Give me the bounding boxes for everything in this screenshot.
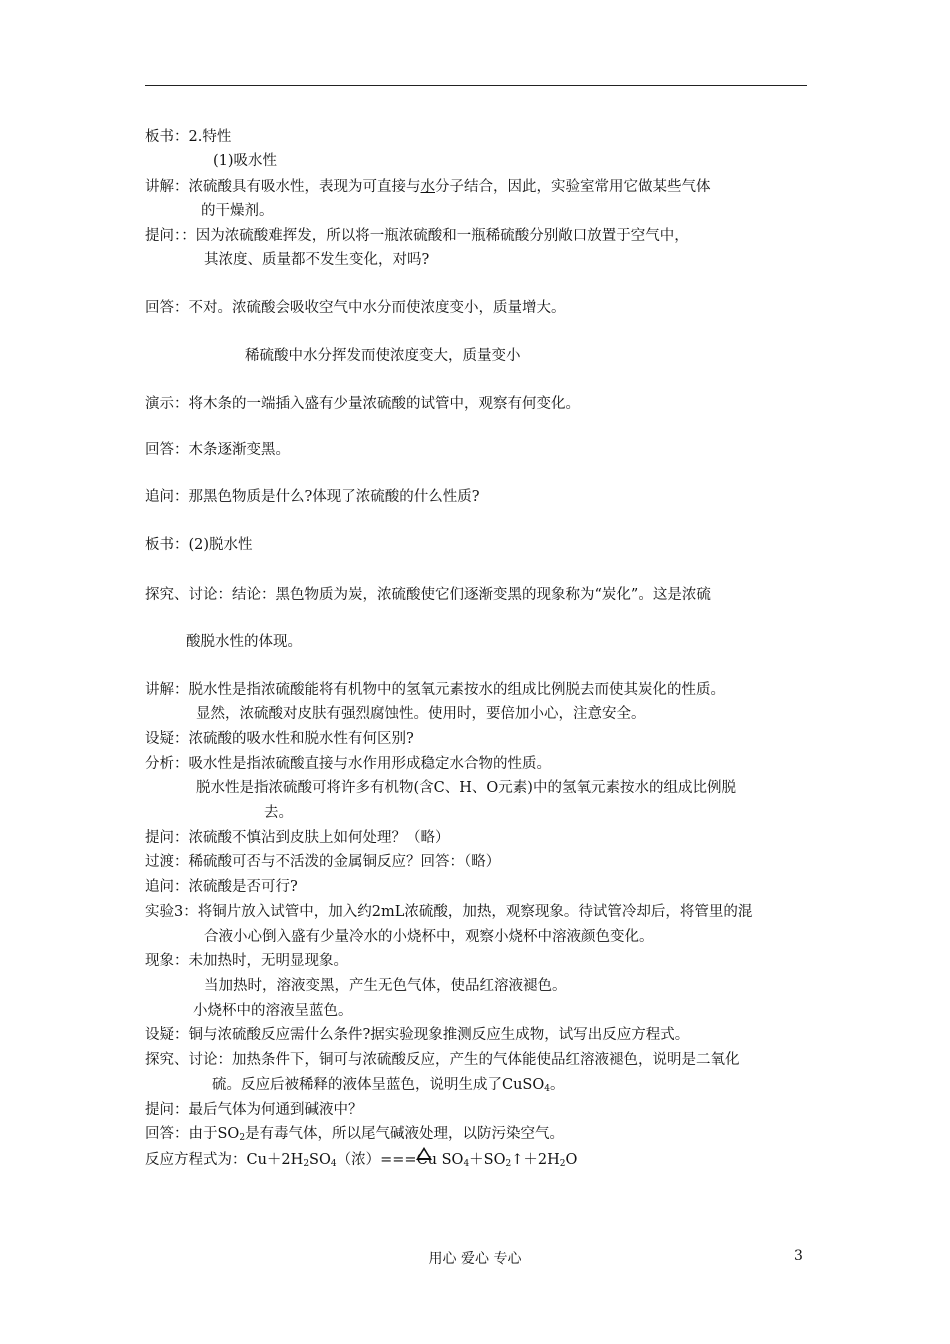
text-line: 酸脱水性的体现。: [186, 634, 302, 650]
text-line: 稀硫酸中水分挥发而使浓度变大，质量变小: [245, 348, 521, 364]
text-line: 提问：浓硫酸不慎沾到皮肤上如何处理？（略）: [145, 830, 450, 846]
header-rule: [145, 85, 807, 86]
text-line: 脱水性是指浓硫酸可将许多有机物(含C、H、O元素)中的氢氧元素按水的组成比例脱: [196, 780, 736, 796]
text-line: 追问：那黑色物质是什么?体现了浓硫酸的什么性质?: [145, 489, 480, 505]
text-line: 设疑：铜与浓硫酸反应需什么条件?据实验现象推测反应生成物，试写出反应方程式。: [145, 1027, 690, 1043]
text-span: 反应方程式为：Cu＋2H: [145, 1152, 304, 1168]
text-span: 硫。反应后被稀释的液体呈蓝色，说明生成了CuSO: [212, 1077, 545, 1093]
text-line: 探究、讨论：加热条件下，铜可与浓硫酸反应，产生的气体能使品红溶液褪色，说明是二氧化: [145, 1052, 740, 1068]
text-line: 板书：(2)脱水性: [145, 537, 253, 553]
text-span: SO: [309, 1152, 331, 1168]
subscript: 2: [239, 1133, 246, 1143]
subscript: 2: [505, 1159, 512, 1169]
text-line: 显然，浓硫酸对皮肤有强烈腐蚀性。使用时，要倍加小心，注意安全。: [196, 706, 646, 722]
text-line: 讲解：脱水性是指浓硫酸能将有机物中的氢氧元素按水的组成比例脱去而使其炭化的性质。: [145, 682, 725, 698]
text-line: 提问：：因为浓硫酸难挥发，所以将一瓶浓硫酸和一瓶稀硫酸分别敞口放置于空气中，: [145, 228, 689, 244]
text-span: 讲解：浓硫酸具有吸水性，表现为可直接与: [145, 179, 421, 195]
text-line: 设疑：浓硫酸的吸水性和脱水性有何区别?: [145, 731, 414, 747]
text-line: 追问：浓硫酸是否可行?: [145, 879, 298, 895]
text-span: Cu SO: [416, 1152, 464, 1168]
text-line: [212, 1075, 565, 1095]
text-line: 提问：最后气体为何通到碱液中？: [145, 1102, 363, 1118]
subscript: 2: [303, 1159, 310, 1169]
equation-line: [145, 1150, 577, 1170]
text-line: 回答：不对。浓硫酸会吸收空气中水分而使浓度变小，质量增大。: [145, 300, 566, 316]
text-line: 去。: [264, 805, 293, 821]
text-line: 实验3：将铜片放入试管中，加入约2mL浓硫酸，加热，观察现象。待试管冷却后，将管里的混: [145, 904, 753, 920]
text-line: 过渡：稀硫酸可否与不活泼的金属铜反应？回答：（略）: [145, 854, 501, 870]
text-span: 。: [550, 1077, 565, 1093]
text-span: 是有毒气体，所以尾气碱液处理，以防污染空气。: [245, 1126, 565, 1142]
text-span: 回答：由于SO: [145, 1126, 240, 1142]
page-number: 3: [794, 1248, 803, 1264]
text-line: 板书：2.特性: [145, 129, 232, 145]
footer-text: 用心 爱心 专心: [428, 1251, 522, 1267]
text-line: 其浓度、质量都不发生变化，对吗?: [204, 252, 430, 268]
text-line: 小烧杯中的溶液呈蓝色。: [193, 1003, 353, 1019]
text-line: [145, 177, 711, 197]
text-span: ↑＋2H: [511, 1152, 560, 1168]
subscript: 4: [463, 1159, 470, 1169]
text-span: （浓）===: [336, 1152, 417, 1168]
text-line: 演示：将木条的一端插入盛有少量浓硫酸的试管中，观察有何变化。: [145, 396, 580, 412]
text-line: 探究、讨论：结论：黑色物质为炭，浓硫酸使它们逐渐变黑的现象称为“炭化”。这是浓硫: [145, 587, 711, 603]
text-line: [145, 1124, 564, 1144]
text-line: 合液小心倒入盛有少量冷水的小烧杯中，观察小烧杯中溶液颜色变化。: [204, 929, 654, 945]
subscript: 4: [544, 1084, 550, 1094]
text-line: 现象：未加热时，无明显现象。: [145, 953, 348, 969]
underlined-word: 水: [420, 179, 435, 195]
text-span: O: [565, 1152, 578, 1168]
text-line: 的干燥剂。: [201, 203, 274, 219]
heating-triangle-icon: [416, 1147, 432, 1160]
text-line: 当加热时，溶液变黑，产生无色气体，使品红溶液褪色。: [204, 978, 567, 994]
text-line: 回答：木条逐渐变黑。: [145, 442, 290, 458]
text-line: (1)吸水性: [213, 153, 278, 169]
text-span: ＋SO: [469, 1152, 506, 1168]
text-line: 分析：吸水性是指浓硫酸直接与水作用形成稳定水合物的性质。: [145, 756, 551, 772]
text-span: 分子结合，因此，实验室常用它做某些气体: [435, 179, 711, 195]
subscript: 4: [330, 1159, 337, 1169]
subscript: 2: [559, 1159, 566, 1169]
